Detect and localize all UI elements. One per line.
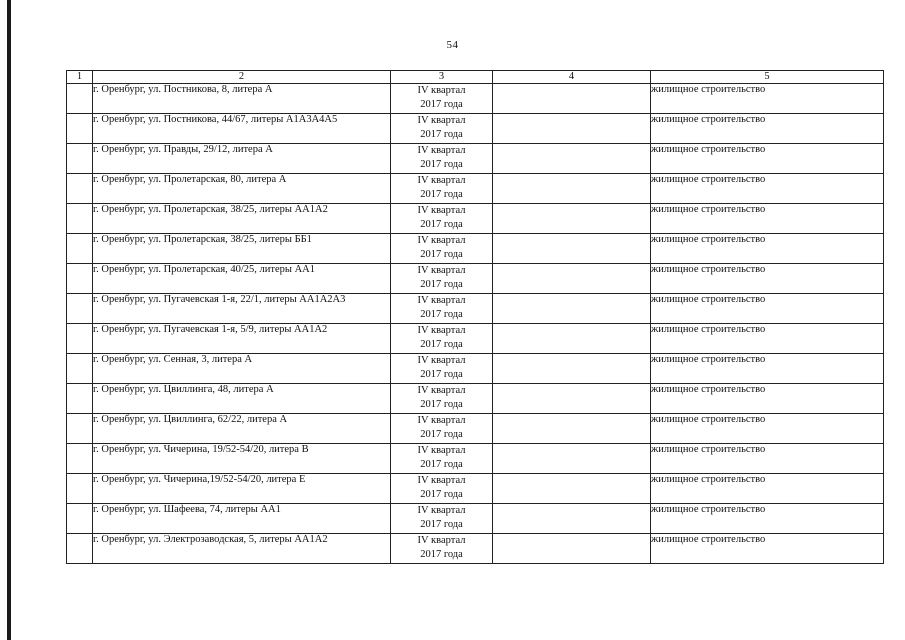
row-number-cell	[67, 504, 93, 534]
header-col-5: 5	[651, 71, 884, 84]
period-year: 2017 года	[420, 519, 463, 530]
column-4-cell	[493, 234, 651, 264]
column-4-cell	[493, 414, 651, 444]
row-number-cell	[67, 84, 93, 114]
period-year: 2017 года	[420, 459, 463, 470]
column-4-cell	[493, 114, 651, 144]
table-row	[67, 144, 884, 174]
address-cell: г. Оренбург, ул. Пугачевская 1-я, 5/9, литеры АА1А2	[93, 324, 391, 354]
table-row	[67, 534, 884, 564]
address-cell: г. Оренбург, ул. Электрозаводская, 5, литеры АА1А2	[93, 534, 391, 564]
period-year: 2017 года	[420, 219, 463, 230]
header-col-1: 1	[67, 71, 93, 84]
period-quarter: IV квартал	[417, 205, 466, 216]
address-cell: г. Оренбург, ул. Сенная, 3, литера А	[93, 354, 391, 384]
table-row	[67, 324, 884, 354]
period-year: 2017 года	[420, 339, 463, 350]
period-cell	[391, 174, 493, 204]
table-row	[67, 204, 884, 234]
period-quarter: IV квартал	[417, 85, 466, 96]
column-4-cell	[493, 474, 651, 504]
address-cell: г. Оренбург, ул. Цвиллинга, 62/22, литера А	[93, 414, 391, 444]
column-4-cell	[493, 324, 651, 354]
period-quarter: IV квартал	[417, 235, 466, 246]
period-quarter: IV квартал	[417, 145, 466, 156]
column-4-cell	[493, 444, 651, 474]
address-cell: г. Оренбург, ул. Постникова, 8, литера А	[93, 84, 391, 114]
period-year: 2017 года	[420, 369, 463, 380]
purpose-cell: жилищное строительство	[651, 144, 884, 174]
period-quarter: IV квартал	[417, 445, 466, 456]
row-number-cell	[67, 444, 93, 474]
period-year: 2017 года	[420, 489, 463, 500]
purpose-cell: жилищное строительство	[651, 444, 884, 474]
purpose-cell: жилищное строительство	[651, 414, 884, 444]
scan-margin-bar	[7, 0, 11, 640]
address-cell: г. Оренбург, ул. Пролетарская, 38/25, литеры ББ1	[93, 234, 391, 264]
table-row	[67, 414, 884, 444]
purpose-cell: жилищное строительство	[651, 294, 884, 324]
period-cell	[391, 414, 493, 444]
period-cell	[391, 324, 493, 354]
purpose-cell: жилищное строительство	[651, 204, 884, 234]
address-cell: г. Оренбург, ул. Правды, 29/12, литера А	[93, 144, 391, 174]
column-4-cell	[493, 174, 651, 204]
period-quarter: IV квартал	[417, 415, 466, 426]
address-cell: г. Оренбург, ул. Чичерина,19/52-54/20, литера Е	[93, 474, 391, 504]
row-number-cell	[67, 354, 93, 384]
column-4-cell	[493, 294, 651, 324]
column-4-cell	[493, 534, 651, 564]
purpose-cell: жилищное строительство	[651, 174, 884, 204]
row-number-cell	[67, 324, 93, 354]
period-cell	[391, 354, 493, 384]
period-cell	[391, 84, 493, 114]
address-cell: г. Оренбург, ул. Чичерина, 19/52-54/20, литера В	[93, 444, 391, 474]
table-row	[67, 84, 884, 114]
header-col-4: 4	[493, 71, 651, 84]
row-number-cell	[67, 264, 93, 294]
table-row	[67, 264, 884, 294]
period-quarter: IV квартал	[417, 505, 466, 516]
row-number-cell	[67, 294, 93, 324]
period-quarter: IV квартал	[417, 175, 466, 186]
period-year: 2017 года	[420, 129, 463, 140]
table-row	[67, 444, 884, 474]
period-year: 2017 года	[420, 249, 463, 260]
column-4-cell	[493, 144, 651, 174]
period-cell	[391, 474, 493, 504]
table-row	[67, 384, 884, 414]
period-quarter: IV квартал	[417, 295, 466, 306]
period-year: 2017 года	[420, 399, 463, 410]
header-col-2: 2	[93, 71, 391, 84]
address-cell: г. Оренбург, ул. Пролетарская, 80, литера А	[93, 174, 391, 204]
table-row	[67, 294, 884, 324]
table-row	[67, 504, 884, 534]
address-cell: г. Оренбург, ул. Цвиллинга, 48, литера А	[93, 384, 391, 414]
purpose-cell: жилищное строительство	[651, 84, 884, 114]
purpose-cell: жилищное строительство	[651, 474, 884, 504]
column-4-cell	[493, 84, 651, 114]
address-cell: г. Оренбург, ул. Пугачевская 1-я, 22/1, литеры АА1А2А3	[93, 294, 391, 324]
period-cell	[391, 534, 493, 564]
period-year: 2017 года	[420, 279, 463, 290]
period-cell	[391, 294, 493, 324]
period-year: 2017 года	[420, 159, 463, 170]
period-year: 2017 года	[420, 309, 463, 320]
header-col-3: 3	[391, 71, 493, 84]
row-number-cell	[67, 174, 93, 204]
address-cell: г. Оренбург, ул. Шафеева, 74, литеры АА1	[93, 504, 391, 534]
address-cell: г. Оренбург, ул. Пролетарская, 38/25, литеры АА1А2	[93, 204, 391, 234]
purpose-cell: жилищное строительство	[651, 234, 884, 264]
column-4-cell	[493, 354, 651, 384]
purpose-cell: жилищное строительство	[651, 264, 884, 294]
period-cell	[391, 384, 493, 414]
row-number-cell	[67, 234, 93, 264]
column-4-cell	[493, 504, 651, 534]
purpose-cell: жилищное строительство	[651, 384, 884, 414]
column-4-cell	[493, 384, 651, 414]
purpose-cell: жилищное строительство	[651, 534, 884, 564]
period-cell	[391, 444, 493, 474]
purpose-cell: жилищное строительство	[651, 324, 884, 354]
period-quarter: IV квартал	[417, 385, 466, 396]
row-number-cell	[67, 534, 93, 564]
page-number: 54	[446, 39, 459, 51]
period-quarter: IV квартал	[417, 325, 466, 336]
column-4-cell	[493, 264, 651, 294]
period-cell	[391, 114, 493, 144]
period-quarter: IV квартал	[417, 265, 466, 276]
column-4-cell	[493, 204, 651, 234]
table-row	[67, 354, 884, 384]
period-quarter: IV квартал	[417, 535, 466, 546]
row-number-cell	[67, 204, 93, 234]
row-number-cell	[67, 114, 93, 144]
address-cell: г. Оренбург, ул. Постникова, 44/67, литеры А1А3А4А5	[93, 114, 391, 144]
purpose-cell: жилищное строительство	[651, 114, 884, 144]
purpose-cell: жилищное строительство	[651, 354, 884, 384]
period-quarter: IV квартал	[417, 475, 466, 486]
table-row	[67, 174, 884, 204]
table-row	[67, 474, 884, 504]
table-header-row	[67, 71, 884, 84]
address-cell: г. Оренбург, ул. Пролетарская, 40/25, литеры АА1	[93, 264, 391, 294]
period-cell	[391, 504, 493, 534]
row-number-cell	[67, 384, 93, 414]
row-number-cell	[67, 144, 93, 174]
row-number-cell	[67, 414, 93, 444]
table-body	[67, 84, 884, 564]
table-row	[67, 234, 884, 264]
purpose-cell: жилищное строительство	[651, 504, 884, 534]
period-cell	[391, 264, 493, 294]
table-row	[67, 114, 884, 144]
data-table	[66, 70, 884, 564]
period-year: 2017 года	[420, 549, 463, 560]
period-cell	[391, 234, 493, 264]
period-cell	[391, 144, 493, 174]
row-number-cell	[67, 474, 93, 504]
period-quarter: IV квартал	[417, 355, 466, 366]
period-quarter: IV квартал	[417, 115, 466, 126]
period-year: 2017 года	[420, 429, 463, 440]
period-year: 2017 года	[420, 189, 463, 200]
period-cell	[391, 204, 493, 234]
period-year: 2017 года	[420, 99, 463, 110]
